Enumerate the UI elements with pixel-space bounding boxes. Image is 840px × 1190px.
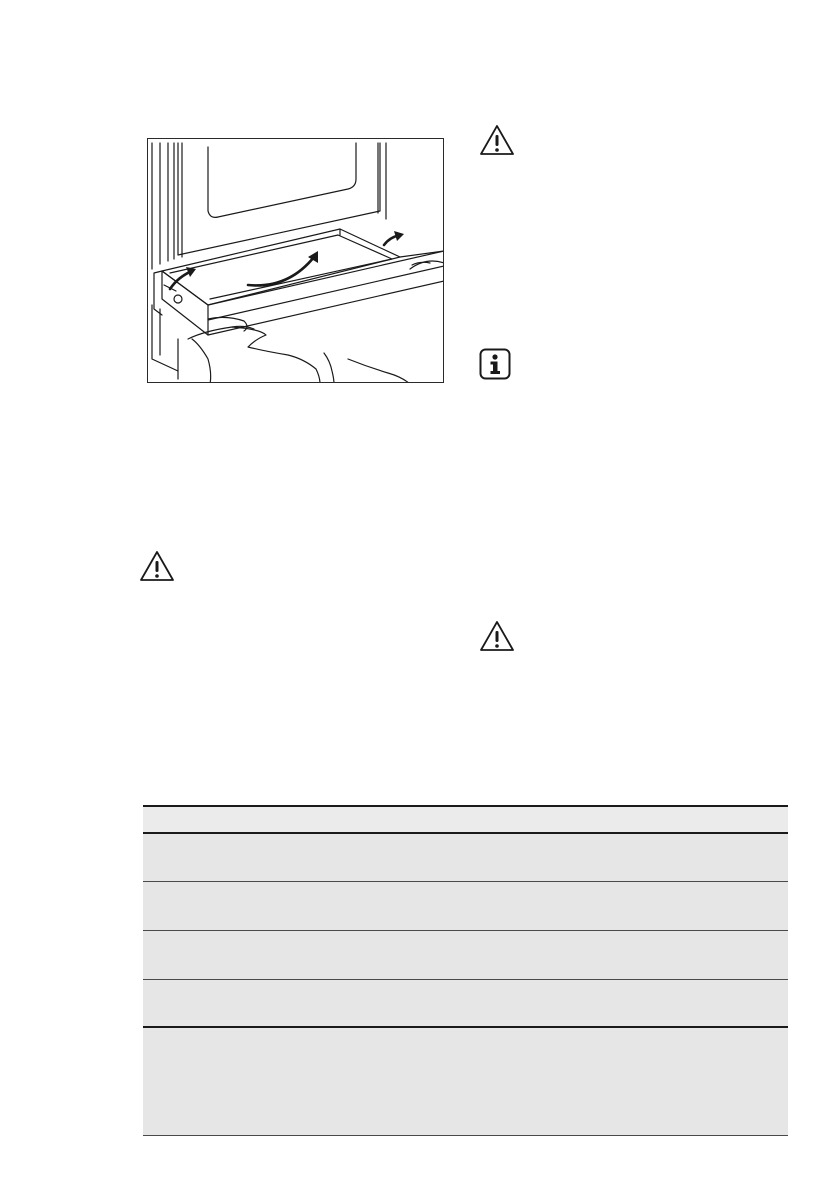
warning-triangle-icon [479,124,515,156]
table-cell [399,1028,788,1135]
information-icon [479,348,511,380]
table-cell [143,1028,399,1135]
table-cell [399,980,788,1026]
table-row [143,882,788,931]
table-cell [143,834,399,881]
table-cell [143,931,399,979]
table-cell [399,931,788,979]
table-row [143,980,788,1028]
table-cell [143,882,399,930]
table-cell [399,834,788,881]
table-cell [143,980,399,1026]
table-header-cell [143,807,399,832]
table-row [143,931,788,980]
troubleshooting-table [143,805,788,1136]
table-header [143,805,788,834]
drawer-removal-illustration [147,138,444,383]
table-row [143,834,788,882]
table-cell [399,882,788,930]
table-header-cell [399,807,788,832]
table-row [143,1028,788,1136]
warning-triangle-icon [479,620,515,652]
warning-triangle-icon [139,550,175,582]
